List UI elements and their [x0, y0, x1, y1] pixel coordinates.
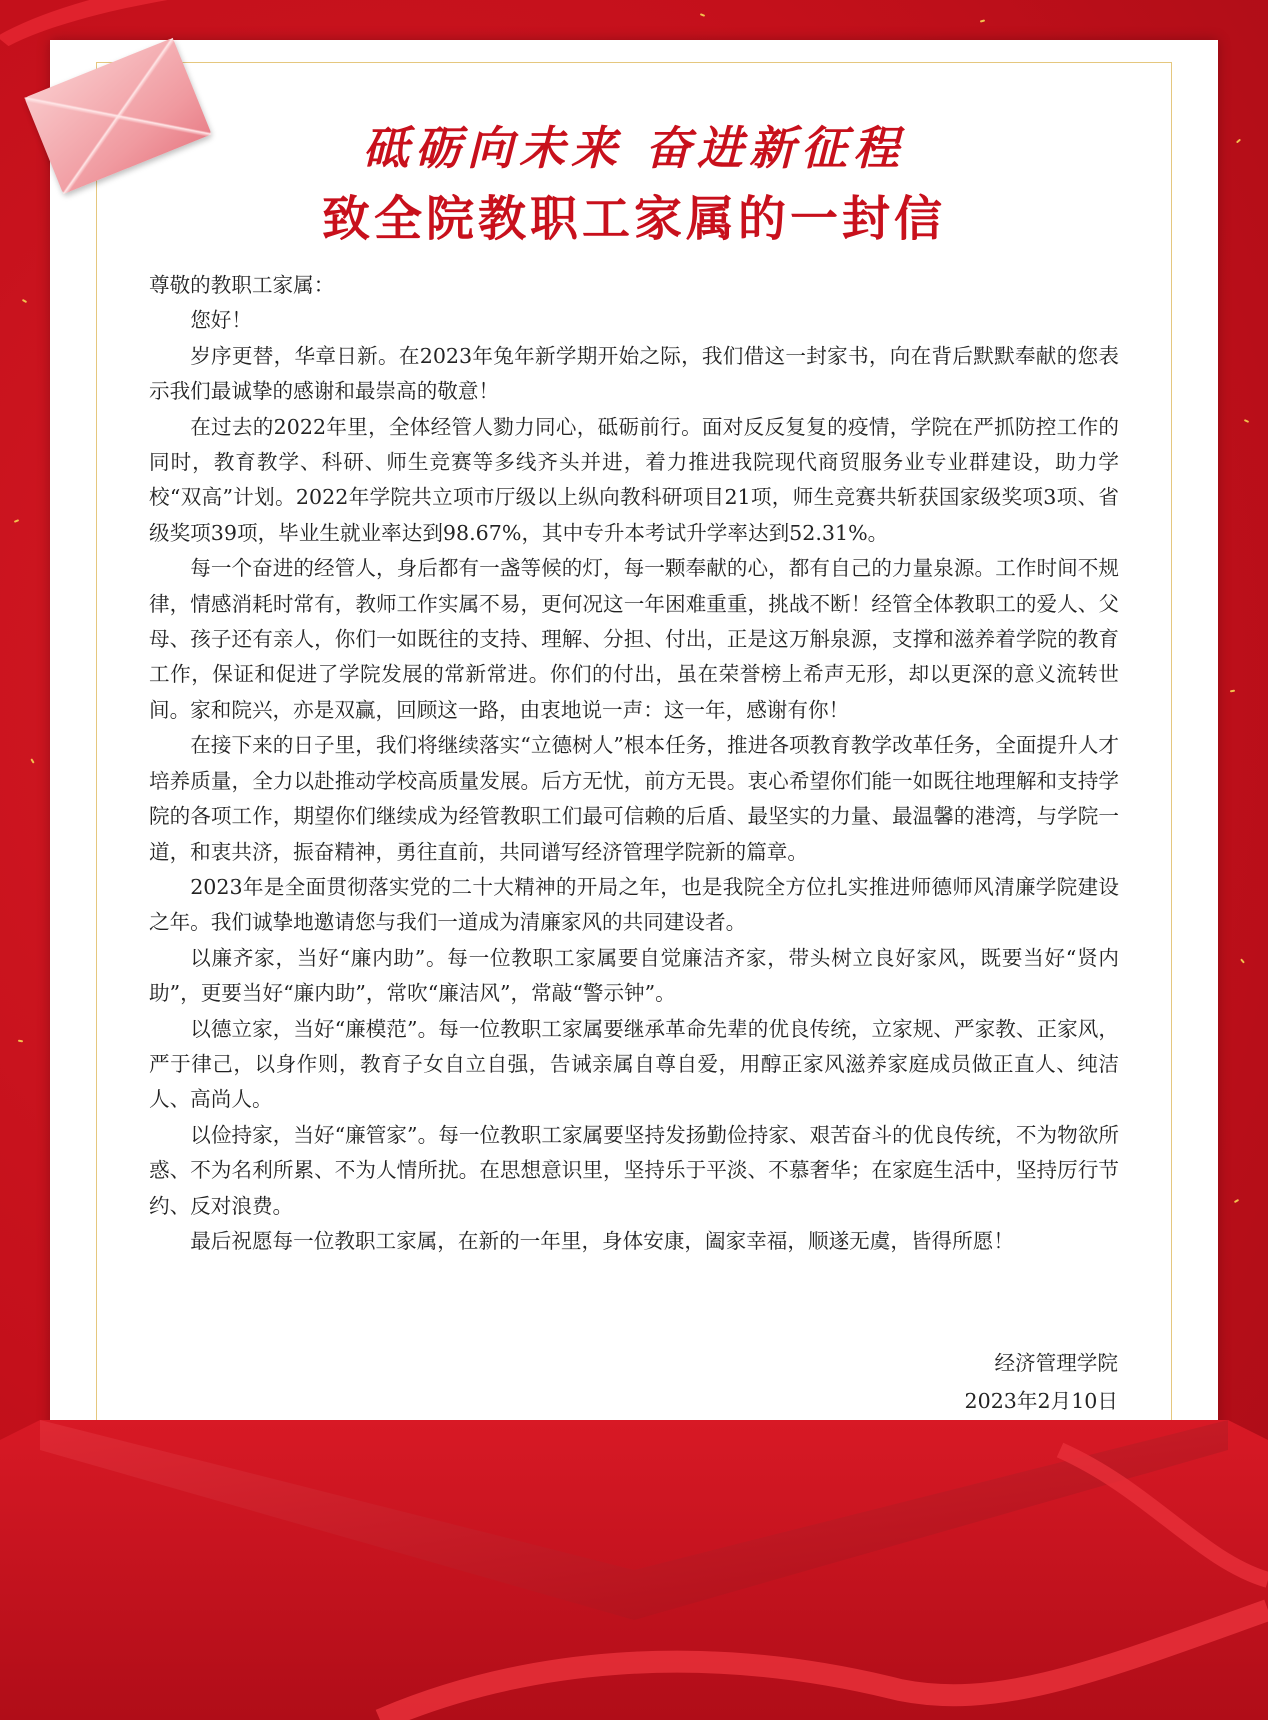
letter-paragraph: 以俭持家，当好“廉管家”。每一位教职工家属要坚持发扬勤俭持家、艰苦奋斗的优良传统，不为物欲所惑、不为名利所累、不为人情所扰。在思想意识里，坚持乐于平淡、不慕奢华；在家庭生活中，坚持厉行节约、反对浪费。: [149, 1122, 1119, 1218]
letter-paragraph: 您好！: [190, 308, 252, 333]
letter-paragraph: 在过去的2022年里，全体经管人勠力同心，砥砺前行。面对反反复复的疫情，学院在严抓防控工作的同时，教育教学、科研、师生竞赛等多线齐头并进，着力推进我院现代商贸服务业专业群建设，助力学校“双高”计划。2022年学院共立项市厅级以上纵向教科研项目21项，师生竞赛共斩获国家级奖项3项、省级奖项39项，毕业生就业率达到98.67%，其中专升本考试升学率达到52.31%。: [149, 414, 1119, 545]
letter-paragraph: 最后祝愿每一位教职工家属，在新的一年里，身体安康，阖家幸福，顺遂无虞，皆得所愿！: [190, 1228, 1014, 1253]
letter-paragraph: 2023年是全面贯彻落实党的二十大精神的开局之年，也是我院全方位扎实推进师德师风清廉学院建设之年。我们诚挚地邀请您与我们一道成为清廉家风的共同建设者。: [149, 874, 1119, 935]
letter-salutation: 尊敬的教职工家属：: [149, 273, 335, 297]
letter-paragraph: 每一个奋进的经管人，身后都有一盏等候的灯，每一颗奉献的心，都有自己的力量泉源。工作时间不规律，情感消耗时常有，教师工作实属不易，更何况这一年困难重重，挑战不断！经管全体教职工的爱人、父母、孩子还有亲人，你们一如既往的支持、理解、分担、付出，正是这万斛泉源，支撑和滋养着学院的教育工作，保证和促进了学院发展的常新常进。你们的付出，虽在荣誉榜上希声无形，却以更深的意义流转世间。家和院兴，亦是双赢，回顾这一路，由衷地说一声：这一年，感谢有你！: [149, 556, 1119, 722]
signature-org: 经济管理学院: [994, 1351, 1118, 1375]
envelope-bottom-band: [0, 1410, 1268, 1720]
title-line-2: 致全院教职工家属的一封信: [321, 191, 946, 247]
letter-paragraph: 以德立家，当好“廉模范”。每一位教职工家属要继承革命先辈的优良传统，立家规、严家教、正家风，严于律己，以身作则，教育子女自立自强，告诫亲属自尊自爱，用醇正家风滋养家庭成员做正直人、纯洁人、高尚人。: [149, 1016, 1119, 1112]
letter-paragraph: 以廉齐家，当好“廉内助”。每一位教职工家属要自觉廉洁齐家，带头树立良好家风，既要当好“贤内助”，更要当好“廉内助”，常吹“廉洁风”，常敲“警示钟”。: [149, 945, 1119, 1006]
letter-paragraph: 在接下来的日子里，我们将继续落实“立德树人”根本任务，推进各项教育教学改革任务，全面提升人才培养质量，全力以赴推动学校高质量发展。后方无忧，前方无畏。衷心希望你们能一如既往地理解和支持学院的各项工作，期望你们继续成为经管教职工们最可信赖的后盾、最坚实的力量、最温馨的港湾，与学院一道，和衷共济，振奋精神，勇往直前，共同谱写经济管理学院新的篇章。: [149, 733, 1119, 864]
signature-date: 2023年2月10日: [964, 1389, 1118, 1413]
title-line-1: 砥砺向未来 奋进新征程: [362, 121, 905, 175]
signature-block: [965, 1344, 1119, 1420]
letter-paragraph: 岁序更替，华章日新。在2023年兔年新学期开始之际，我们借这一封家书，向在背后默默奉献的您表示我们最诚挚的感谢和最崇高的敬意！: [149, 343, 1119, 404]
letter-body: [149, 268, 1119, 1259]
